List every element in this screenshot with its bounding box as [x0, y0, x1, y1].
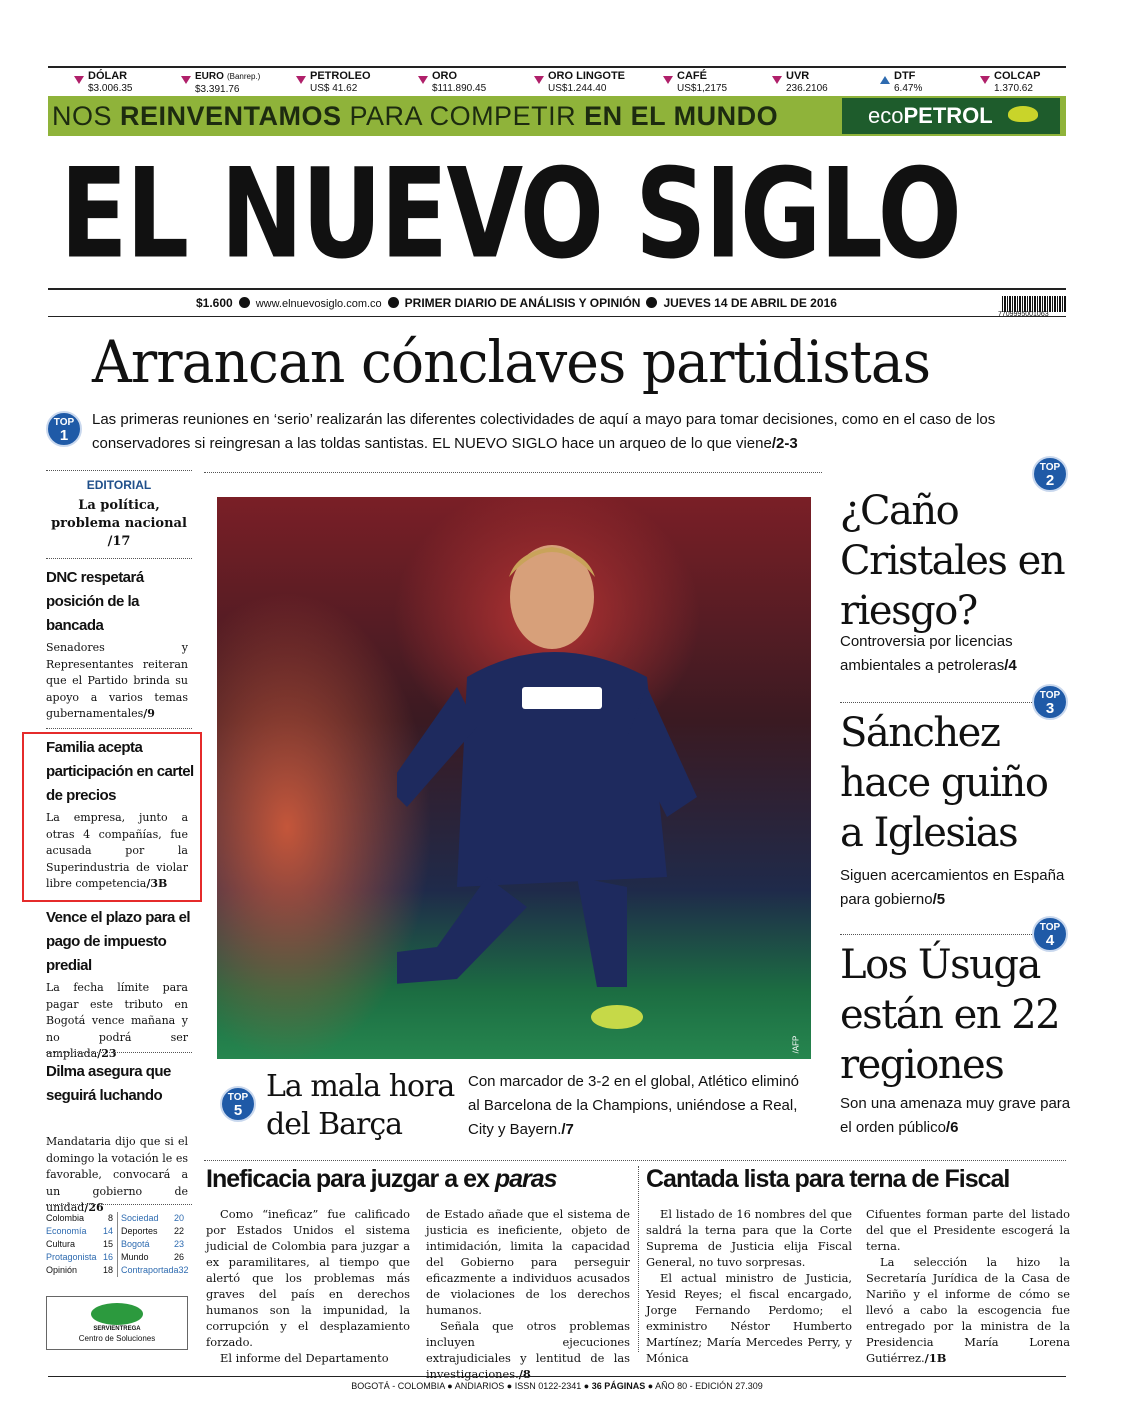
main-headline[interactable]: Arrancan cónclaves partidistas [92, 328, 931, 396]
story-column: de Estado añade que el sistema de justicia es ineficiente, objeto de intimidación, limita la capacidad del Gobierno para perseguir eficazmente a individuos acusados de violaciones de los derechos humanos. Señala que otros problemas incluyen ejecuciones extrajudiciales y lentitud de las investigaciones./8 [426, 1207, 630, 1381]
index-entry[interactable]: Deportes 22 [117, 1225, 188, 1238]
main-photo [217, 497, 811, 1059]
story-title-cano-cristales[interactable]: ¿Caño Cristales en riesgo? [840, 488, 1065, 634]
trend-down-icon [663, 76, 673, 84]
ecopetrol-logo: ecoPETROL [842, 98, 1060, 134]
index-entry[interactable]: Mundo 26 [117, 1251, 188, 1264]
index-entry[interactable]: Economía 14 [46, 1226, 113, 1236]
ticker-item-dtf: DTF 6.47% [894, 70, 922, 95]
left-divider [46, 558, 192, 559]
left-item-body-familia: La empresa, junto a otras 4 compañías, fue acusada por la Superindustria de violar libre competencia/3B [46, 811, 188, 890]
left-divider [46, 728, 192, 729]
celebrating-player-icon [397, 517, 707, 1057]
story-column: El listado de 16 nombres del que saldrá la terna para que la Corte Suprema de Justicia elija Fiscal General, no tuvo sorpresas. El actual ministro de Justicia, Yesid Reyes; el fiscal encargado, Jorge Fernando Perdomo; el exministro Néstor Humberto Martínez; María Mercedes Perry, y Mónica [646, 1207, 852, 1365]
left-item-body-dnc: Senadores y Representantes reiteran que el Partido brinda su apoyo a varios temas gubernamentales/9 [46, 641, 188, 720]
left-divider [46, 1052, 192, 1053]
story-body-sanchez: Siguen acercamientos en España para gobierno/5 [840, 867, 1065, 908]
story-body-usuga: Son una amenaza muy grave para el orden público/6 [840, 1095, 1071, 1136]
left-divider [46, 1204, 192, 1205]
ticker-item-dolar: DÓLAR $3.006.35 [88, 70, 133, 95]
trend-down-icon [296, 76, 306, 84]
index-entry[interactable]: Sociedad 20 [117, 1212, 188, 1225]
trend-down-icon [534, 76, 544, 84]
trend-down-icon [980, 76, 990, 84]
issue-date: JUEVES 14 DE ABRIL DE 2016 [663, 296, 837, 310]
left-item-title-dnc[interactable]: DNC respetará posición de la bancada [46, 569, 144, 634]
footer-bar: BOGOTÁ - COLOMBIA ● ANDIARIOS ● ISSN 0122-2341 ● 36 PÁGINAS ● AÑO 80 - EDICIÓN 27.309 [48, 1376, 1066, 1395]
right-divider [840, 934, 1032, 935]
servientrega-ad[interactable]: SERVIENTREGA Centro de Soluciones [46, 1296, 188, 1350]
section-index [46, 1212, 188, 1277]
website-link[interactable]: www.elnuevosiglo.com.co [255, 298, 382, 310]
right-divider [840, 702, 1032, 703]
photo-credit: /AFP [791, 1035, 801, 1054]
story-headline-ineficacia[interactable]: Ineficacia para juzgar a ex paras [206, 1165, 557, 1193]
index-entry[interactable]: Bogotá 23 [117, 1238, 188, 1251]
left-item-title-dilma[interactable]: Dilma asegura que seguirá luchando [46, 1063, 171, 1104]
masthead-title: EL NUEVO SIGLO [60, 141, 961, 286]
story-body-barca: Con marcador de 3-2 en el global, Atlético eliminó al Barcelona de la Champions, uniéndose a Real, City y Bayern./7 [468, 1073, 800, 1138]
ticker-item-cafe: CAFÉ US$1,2175 [677, 70, 727, 95]
trend-up-icon [880, 76, 890, 84]
bullet-icon [646, 297, 657, 308]
market-ticker [48, 66, 1066, 98]
story-title-sanchez[interactable]: Sánchez hace guiño a Iglesias [840, 710, 1048, 856]
editorial-label: EDITORIAL [86, 478, 152, 492]
bullet-icon [388, 297, 399, 308]
left-item-title-familia[interactable]: Familia acepta participación en cartel de precios [46, 739, 194, 804]
left-item-body-predial: La fecha límite para pagar este tributo en Bogotá vence mañana y no podrá ser ampliada/23 [46, 981, 188, 1060]
left-item-title-predial[interactable]: Vence el plazo para el pago de impuesto predial [46, 909, 191, 974]
story-title-usuga[interactable]: Los Úsuga están en 22 regiones [840, 942, 1060, 1088]
index-entry[interactable]: Cultura 15 [46, 1239, 113, 1249]
left-item-body-dilma: Mandataria dijo que si el domingo la votación le es favorable, convocará a un gobierno de unidad/26 [46, 1135, 188, 1214]
bullet-icon [239, 297, 250, 308]
story-column: Cifuentes forman parte del listado del que el Presidente escogerá la terna. La selección la hizo la Secretaría Jurídica de la Casa de Nariño y el informe de cómo se llevó a cabo la escogencia fue entregado por la ministra de la Presidencia María Lorena Gutiérrez./1B [866, 1207, 1070, 1365]
trend-down-icon [772, 76, 782, 84]
masthead-rule [48, 288, 1066, 290]
editorial-title[interactable]: La política, problema nacional /17 [51, 498, 187, 549]
top-1-badge: TOP 1 [46, 411, 82, 447]
top-3-badge: TOP 3 [1032, 684, 1068, 720]
ticker-item-oro-lingote: ORO LINGOTE US$1.244.40 [548, 70, 625, 95]
index-entry[interactable]: Protagonista 16 [46, 1252, 113, 1262]
story-title-barca[interactable]: La mala hora del Barça [266, 1069, 455, 1142]
trend-down-icon [418, 76, 428, 84]
iguana-icon [1008, 106, 1038, 122]
slogan: PRIMER DIARIO DE ANÁLISIS Y OPINIÓN [404, 296, 641, 310]
ticker-item-oro: ORO $111.890.45 [432, 70, 486, 95]
ticker-item-euro: EURO (Banrep.) $3.391.76 [195, 70, 260, 96]
index-entry[interactable]: Contraportada 32 [117, 1264, 188, 1277]
top-5-badge: TOP 5 [220, 1086, 256, 1122]
index-entry[interactable]: Colombia 8 [46, 1213, 113, 1223]
info-rule [48, 316, 1066, 317]
main-lead: Las primeras reuniones en ‘serio’ realizarán las diferentes colectividades de aquí a mayo para tomar decisiones, como en el caso de los conservadores si reingresan a las toldas santistas. EL NUEVO SIGLO hace un arqueo de lo que viene/2-3 [92, 411, 996, 452]
ad-banner-slogan: NOS REINVENTAMOS PARA COMPETIR EN EL MUNDO [52, 101, 779, 131]
info-bar [196, 296, 837, 310]
price: $1.600 [196, 296, 233, 310]
ticker-item-colcap: COLCAP 1.370.62 [994, 70, 1040, 95]
story-body-cano-cristales: Controversia por licencias ambientales a petroleras/4 [840, 633, 1017, 674]
trend-down-icon [74, 76, 84, 84]
ticker-item-uvr: UVR 236.2106 [786, 70, 828, 95]
ticker-item-petroleo: PETROLEO US$ 41.62 [310, 70, 371, 95]
top-divider [204, 472, 822, 473]
story-headline-fiscal[interactable]: Cantada lista para terna de Fiscal [646, 1165, 1010, 1193]
servientrega-logo-icon [91, 1303, 143, 1325]
trend-down-icon [181, 76, 191, 84]
bottom-divider [204, 1160, 1066, 1161]
left-divider [46, 470, 192, 471]
story-column: Como “ineficaz” fue calificado por Estados Unidos el sistema judicial de Colombia para juzgar a ex paramilitares, al tiempo que alertó que los problemas más graves del país en derechos humanos son la impunidad, la corrupción y el desplazamiento forzado. El informe del Departamento [206, 1207, 410, 1365]
top-4-badge: TOP 4 [1032, 916, 1068, 952]
top-2-badge: TOP 2 [1032, 456, 1068, 492]
column-divider [638, 1166, 639, 1352]
index-entry[interactable]: Opinión 18 [46, 1265, 113, 1275]
barcode-number: 7709995001063 [998, 311, 1049, 318]
barcode-icon [1002, 296, 1066, 312]
